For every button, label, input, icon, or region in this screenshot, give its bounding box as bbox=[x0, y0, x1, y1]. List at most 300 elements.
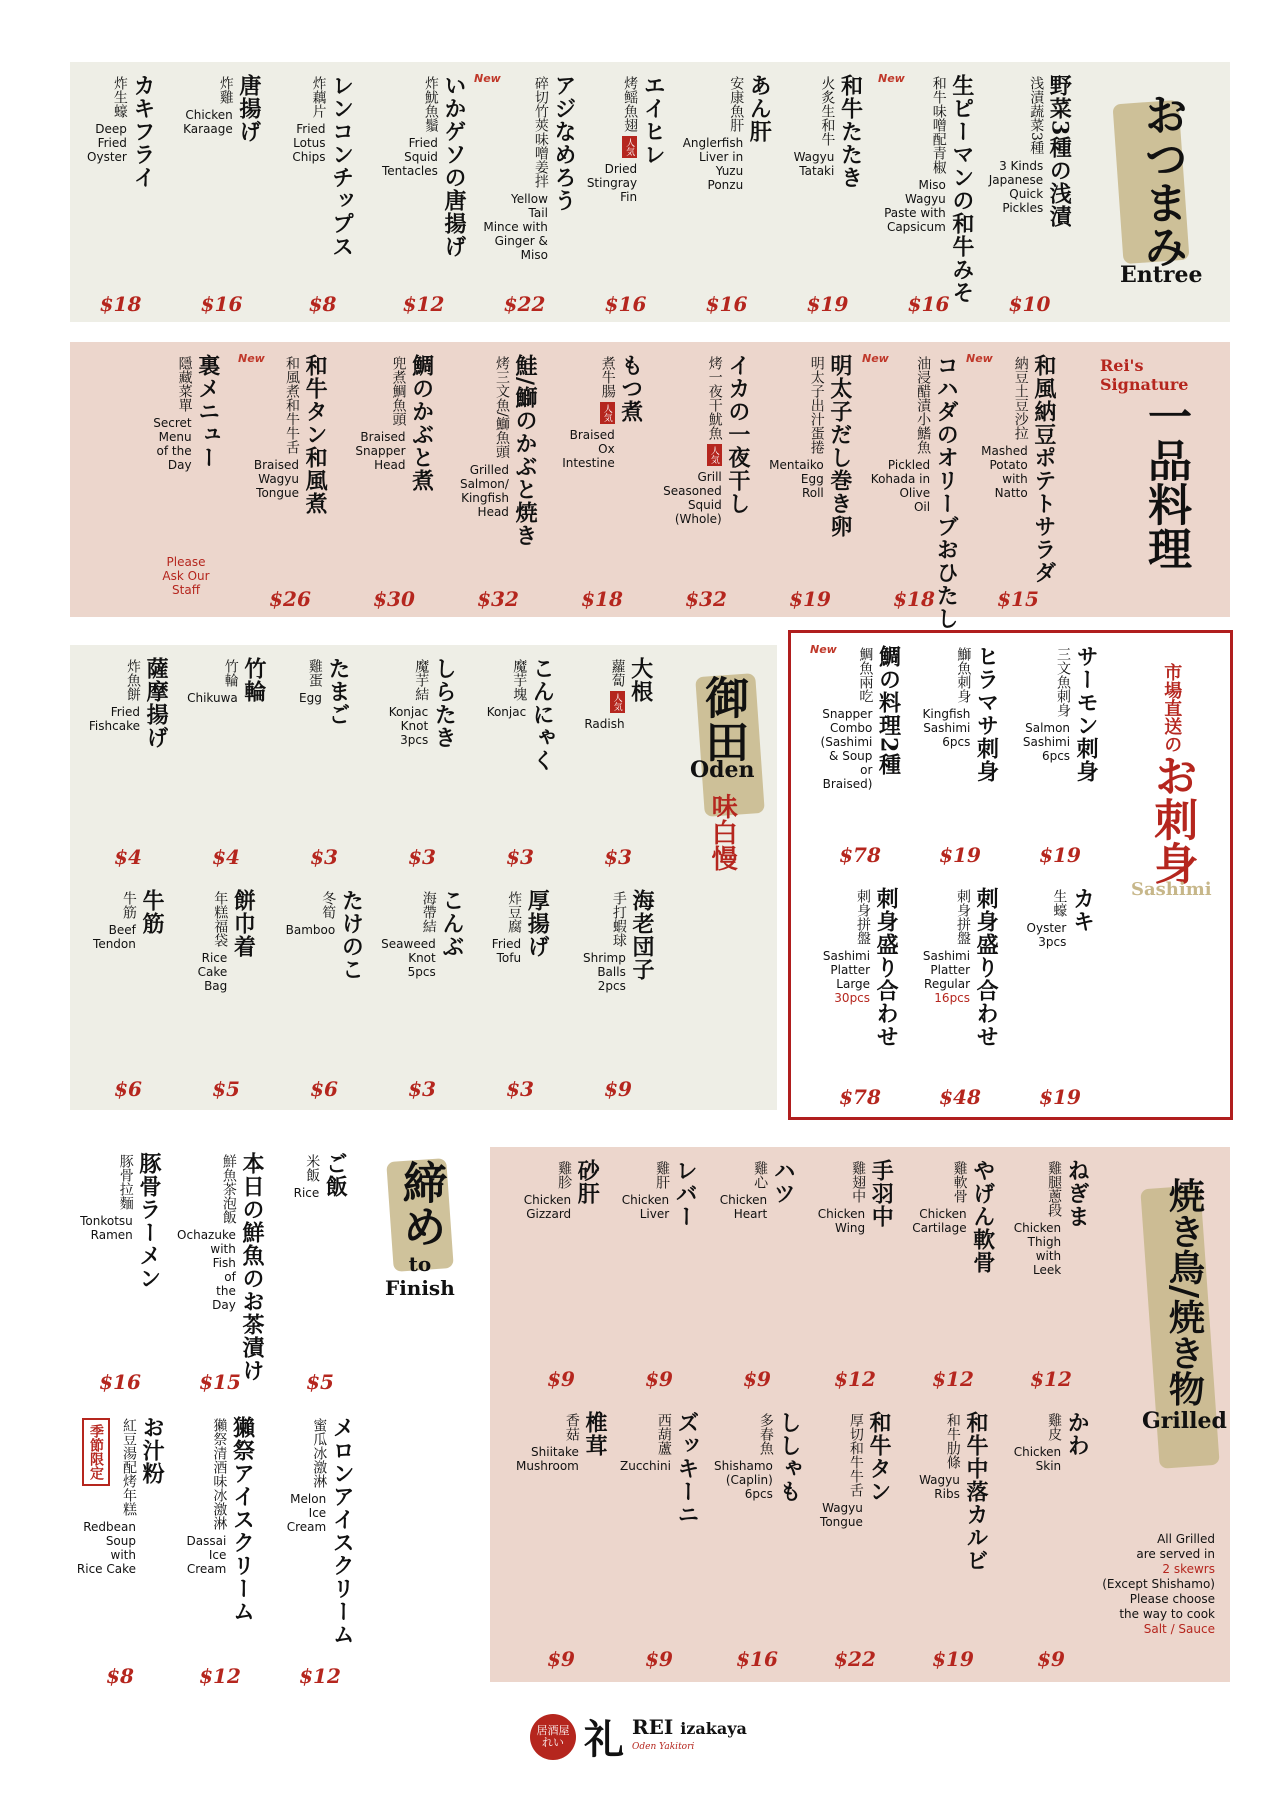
item-name-group bbox=[822, 887, 900, 1048]
item-name-en: Melon Ice Cream bbox=[286, 1492, 327, 1534]
item-name-group bbox=[884, 74, 973, 304]
item-name-group bbox=[516, 1411, 606, 1473]
item-name-jp: 鯛のかぶと煮 bbox=[408, 354, 435, 492]
item-name-chinese: 雞翅中 bbox=[850, 1161, 867, 1203]
item-price: $19 bbox=[1039, 1085, 1081, 1109]
item-name-chinese: 火炙生和牛 bbox=[819, 76, 836, 146]
item-details bbox=[583, 889, 626, 993]
menu-item bbox=[238, 342, 342, 617]
item-name-jp: 裏メニュー bbox=[194, 354, 221, 469]
item-name-en: Sashimi Platter Large bbox=[822, 949, 871, 991]
item-name-jp: ヒラマサ刺身 bbox=[973, 645, 1000, 783]
item-name-en: Tonkotsu Ramen bbox=[80, 1214, 133, 1242]
item-price: $8 bbox=[106, 1664, 134, 1688]
item-name-chinese: 油浸醋漬小鰭魚 bbox=[915, 356, 932, 454]
item-name-chinese: 米飯 bbox=[304, 1154, 321, 1182]
menu-item bbox=[654, 342, 758, 617]
item-name-en: Wagyu Tataki bbox=[793, 150, 835, 178]
oden-row-1 bbox=[77, 645, 667, 875]
item-name-en: Beef Tendon bbox=[93, 923, 136, 951]
item-name-group bbox=[720, 1159, 795, 1221]
item-details bbox=[198, 889, 228, 993]
item-name-jp: 和牛タン和風煮 bbox=[302, 354, 329, 515]
menu-item bbox=[708, 1147, 806, 1397]
menu-item bbox=[904, 1147, 1002, 1397]
menu-item bbox=[471, 877, 569, 1107]
item-name-jp: あん肝 bbox=[746, 74, 773, 143]
item-name-chinese: 魔芋結 bbox=[413, 659, 430, 701]
item-name-chinese: 牛筋 bbox=[120, 891, 137, 919]
item-name-en: Zucchini bbox=[620, 1459, 671, 1473]
item-name-chinese: 和牛肋條 bbox=[944, 1413, 961, 1469]
item-name-group bbox=[474, 74, 575, 262]
item-details bbox=[989, 74, 1044, 215]
item-details bbox=[620, 1411, 671, 1473]
item-details bbox=[720, 1159, 767, 1221]
item-name-group bbox=[989, 74, 1071, 228]
menu-item bbox=[878, 62, 979, 322]
menu-item bbox=[1010, 875, 1110, 1115]
item-name-chinese: 蜜瓜冰激淋 bbox=[311, 1418, 328, 1488]
item-details bbox=[89, 657, 140, 733]
item-name-chinese: 烤三文魚/鰤魚頭 bbox=[493, 356, 510, 459]
item-details bbox=[871, 354, 930, 514]
item-name-jp: 刺身盛り合わせ bbox=[973, 887, 1000, 1048]
menu-item bbox=[275, 645, 373, 875]
item-name-group bbox=[912, 1159, 994, 1274]
season-limited-badge: 季節限定 bbox=[82, 1418, 110, 1486]
new-badge: New bbox=[878, 72, 905, 85]
item-details bbox=[622, 1159, 669, 1221]
item-name-jp: 和牛タン bbox=[865, 1411, 892, 1503]
item-details bbox=[823, 887, 870, 1005]
item-price: $9 bbox=[645, 1367, 673, 1391]
item-details bbox=[524, 1159, 571, 1221]
item-name-en: Rice Cake Bag bbox=[197, 951, 228, 993]
item-name-group bbox=[794, 74, 862, 189]
item-name-chinese: 煮牛腸 bbox=[599, 356, 616, 398]
item-name-group bbox=[487, 657, 554, 772]
menu-item bbox=[910, 633, 1010, 873]
item-name-jp: かわ bbox=[1064, 1411, 1091, 1457]
grilled-note-line: (Except Shishamo) bbox=[1102, 1577, 1215, 1591]
item-name-en: Dassai Ice Cream bbox=[186, 1534, 227, 1576]
item-name-group bbox=[981, 354, 1055, 584]
oden-title-en: Oden bbox=[690, 757, 755, 783]
item-name-jp: 椎茸 bbox=[581, 1411, 608, 1457]
item-name-en: Oyster 3pcs bbox=[1026, 921, 1067, 949]
item-name-en: Chicken Karaage bbox=[183, 108, 233, 136]
item-name-chinese: 炸魚餅 bbox=[124, 659, 141, 701]
item-name-group bbox=[187, 1416, 254, 1623]
item-price: $12 bbox=[402, 292, 445, 316]
oden-panel bbox=[70, 645, 777, 1110]
item-details bbox=[153, 354, 191, 472]
menu-item bbox=[177, 645, 275, 875]
item-price: $19 bbox=[932, 1647, 974, 1671]
grilled-title bbox=[1142, 1177, 1227, 1434]
finish-title-jp: 締め bbox=[394, 1160, 446, 1248]
item-name-group bbox=[620, 1411, 698, 1526]
item-name-chinese: 明太子出汁蛋捲 bbox=[808, 356, 825, 454]
oden-row-2 bbox=[77, 877, 667, 1107]
izakaya-seal: 居酒屋 れい bbox=[530, 1714, 576, 1760]
menu-item bbox=[569, 645, 667, 875]
item-details bbox=[584, 657, 624, 731]
item-name-jp: 本日の鮮魚のお茶漬け bbox=[238, 1152, 265, 1382]
item-details bbox=[769, 354, 824, 500]
item-price: $9 bbox=[547, 1367, 575, 1391]
item-price: $3 bbox=[408, 1077, 436, 1101]
grilled-note-line: the way to cook bbox=[1119, 1607, 1215, 1621]
item-details bbox=[562, 354, 615, 470]
item-name-jp: 竹輪 bbox=[240, 657, 267, 703]
item-name-jp: 生ピーマンの和牛みそ bbox=[948, 74, 975, 304]
item-name-chinese: 多春魚 bbox=[757, 1413, 774, 1455]
menu-item bbox=[270, 1404, 370, 1694]
item-details bbox=[77, 1416, 136, 1576]
item-name-jp: 和牛中落カルビ bbox=[962, 1411, 989, 1572]
item-price: $3 bbox=[604, 845, 632, 869]
item-name-en: Wagyu Ribs bbox=[919, 1473, 960, 1501]
item-name-group bbox=[586, 74, 667, 204]
item-details bbox=[287, 1416, 326, 1534]
item-name-jp: 鯛の料理2種 bbox=[875, 645, 902, 777]
item-details bbox=[80, 1152, 133, 1242]
item-price: $26 bbox=[269, 587, 311, 611]
item-price: $32 bbox=[685, 587, 727, 611]
item-name-en: Bamboo bbox=[285, 923, 336, 937]
menu-item bbox=[134, 342, 238, 617]
item-details bbox=[1014, 1411, 1061, 1473]
item-name-chinese: 紅豆湯配烤年糕 bbox=[121, 1418, 137, 1516]
item-price: $78 bbox=[839, 1085, 881, 1109]
item-price: $16 bbox=[907, 292, 950, 316]
item-name-chinese: 和牛味噌配青椒 bbox=[930, 76, 947, 174]
menu-item bbox=[275, 877, 373, 1107]
brand-mark-en bbox=[632, 1714, 747, 1756]
item-price: $30 bbox=[373, 587, 415, 611]
item-name-group bbox=[622, 1159, 697, 1228]
item-name-en: 3 Kinds Japanese Quick Pickles bbox=[988, 158, 1044, 215]
item-name-group bbox=[818, 1159, 893, 1235]
item-name-chinese: 納豆土豆沙拉 bbox=[1012, 356, 1029, 440]
item-name-jp: ねぎま bbox=[1064, 1159, 1091, 1228]
item-name-group bbox=[1014, 1159, 1089, 1277]
item-price: $9 bbox=[1037, 1647, 1065, 1671]
menu-item bbox=[810, 875, 910, 1115]
item-details bbox=[1014, 1159, 1061, 1277]
item-details bbox=[93, 889, 136, 951]
item-name-chinese: 烤鳐魚翅 bbox=[622, 76, 639, 132]
new-badge: New bbox=[966, 352, 993, 365]
item-name-group bbox=[562, 354, 642, 470]
menu-item bbox=[471, 645, 569, 875]
sashimi-title-small: 市場直送の bbox=[1161, 663, 1183, 753]
item-name-jp: メロンアイスクリーム bbox=[329, 1416, 356, 1646]
item-name-jp: レバー bbox=[672, 1159, 699, 1228]
item-name-jp: ズッキーニ bbox=[674, 1411, 700, 1526]
menu-item bbox=[474, 62, 575, 322]
item-name-en: Miso Wagyu Paste with Capsicum bbox=[884, 178, 946, 234]
item-name-jp: カキフライ bbox=[129, 74, 156, 189]
item-name-jp: たけのこ bbox=[338, 889, 365, 981]
item-name-chinese: 刺身拼盤 bbox=[955, 889, 972, 945]
item-price: $32 bbox=[477, 587, 519, 611]
item-price: $18 bbox=[99, 292, 142, 316]
item-name-chinese: 冬筍 bbox=[320, 891, 337, 919]
item-name-group bbox=[524, 1159, 599, 1221]
item-name-jp: 薩摩揚げ bbox=[143, 657, 170, 749]
item-name-group bbox=[286, 889, 363, 981]
item-name-en: Chicken Thigh with Leek bbox=[1013, 1221, 1062, 1277]
item-details bbox=[474, 74, 548, 262]
item-name-group bbox=[153, 354, 221, 472]
item-name-group bbox=[87, 74, 154, 189]
menu-item bbox=[270, 1140, 370, 1400]
item-name-chinese: 雞蛋 bbox=[306, 659, 323, 687]
finish-row-2 bbox=[70, 1404, 370, 1694]
item-details bbox=[183, 74, 233, 136]
item-name-group bbox=[299, 657, 349, 726]
item-name-group bbox=[389, 657, 456, 749]
brand-mark-jp: 礼 bbox=[584, 1716, 624, 1763]
item-details bbox=[492, 889, 521, 965]
item-name-en: Ochazuke with Fish of the Day bbox=[177, 1228, 236, 1312]
item-price: $3 bbox=[506, 1077, 534, 1101]
item-details bbox=[821, 645, 873, 791]
item-piece-count: 16pcs bbox=[934, 991, 971, 1005]
grilled-note-line: are served in bbox=[1136, 1547, 1215, 1561]
item-name-group bbox=[663, 354, 749, 526]
item-name-group bbox=[183, 74, 260, 143]
menu-item bbox=[708, 1399, 806, 1677]
item-name-jp: アジなめろう bbox=[551, 74, 577, 212]
grilled-title-en: Grilled bbox=[1142, 1408, 1227, 1435]
item-price: $15 bbox=[997, 587, 1039, 611]
menu-item bbox=[373, 62, 474, 322]
item-name-chinese: 兜煮鯛魚頭 bbox=[390, 356, 407, 426]
item-name-group bbox=[683, 74, 771, 192]
item-price: $19 bbox=[806, 292, 849, 316]
grilled-row-1 bbox=[510, 1147, 1100, 1397]
menu-item bbox=[910, 875, 1010, 1115]
item-name-jp: イカの一夜干し bbox=[724, 354, 751, 515]
menu-item bbox=[170, 1140, 270, 1400]
brand-tagline: Oden Yakitori bbox=[632, 1741, 695, 1752]
item-name-group bbox=[80, 1152, 160, 1290]
finish-title-en: to Finish bbox=[385, 1252, 455, 1300]
entree-title-jp: おつまみ bbox=[1136, 92, 1188, 268]
item-price: $19 bbox=[1039, 843, 1081, 867]
item-name-en: Mentaiko Egg Roll bbox=[769, 458, 824, 500]
item-name-en: Yellow Tail Mince with Ginger & Miso bbox=[483, 192, 548, 262]
item-name-en: Radish bbox=[584, 717, 625, 731]
item-details bbox=[1027, 887, 1067, 949]
item-details bbox=[286, 889, 336, 937]
item-name-en: Konjac bbox=[486, 705, 527, 719]
item-price: $9 bbox=[645, 1647, 673, 1671]
item-details bbox=[1023, 645, 1070, 763]
item-name-group bbox=[1022, 645, 1100, 783]
item-name-jp: 刺身盛り合わせ bbox=[873, 887, 900, 1048]
item-name-en: Egg bbox=[299, 691, 322, 705]
item-name-en: Chicken Wing bbox=[817, 1207, 866, 1235]
item-name-group bbox=[459, 354, 539, 548]
item-name-group bbox=[93, 889, 163, 951]
item-details bbox=[516, 1411, 579, 1473]
menu-item bbox=[806, 1399, 904, 1677]
menu-item bbox=[272, 62, 373, 322]
new-badge: New bbox=[862, 352, 889, 365]
menu-item bbox=[610, 1147, 708, 1397]
signature-title-jp: 一品料理 bbox=[1140, 394, 1191, 570]
item-name-chinese: 海帶結 bbox=[420, 891, 437, 933]
item-name-en: Fried Fishcake bbox=[88, 705, 140, 733]
item-name-en: Chicken Skin bbox=[1013, 1445, 1062, 1473]
menu-item bbox=[904, 1399, 1002, 1677]
item-details bbox=[981, 354, 1028, 500]
item-name-jp: 鮭/鰤のかぶと焼き bbox=[512, 354, 539, 548]
item-price: $12 bbox=[299, 1664, 341, 1688]
item-name-chinese: 烤一夜干魷魚 bbox=[706, 356, 723, 440]
item-name-jp: いかゲソの唐揚げ bbox=[441, 74, 467, 258]
popular-badge: 人気 bbox=[610, 691, 625, 713]
item-name-chinese: 炸藕片 bbox=[310, 76, 327, 118]
item-name-jp: 和牛たたき bbox=[837, 74, 864, 189]
item-details bbox=[912, 1159, 966, 1235]
item-name-chinese: 刺身拼盤 bbox=[855, 889, 872, 945]
item-name-chinese: 雞肝 bbox=[654, 1161, 671, 1189]
item-details bbox=[381, 889, 436, 979]
item-name-chinese: 炸雞 bbox=[217, 76, 234, 104]
item-name-chinese: 蘿蔔 bbox=[609, 659, 626, 687]
grilled-note-line: All Grilled bbox=[1157, 1532, 1215, 1546]
entree-panel bbox=[70, 62, 1230, 322]
item-price: $6 bbox=[310, 1077, 338, 1101]
grilled-row-2 bbox=[510, 1399, 1100, 1677]
grilled-title-jp: 焼き鳥/焼き物 bbox=[1163, 1177, 1206, 1407]
item-name-jp: 和風納豆ポテトサラダ bbox=[1030, 354, 1057, 584]
item-name-group bbox=[292, 74, 355, 258]
item-price: $3 bbox=[408, 845, 436, 869]
item-name-chinese: 雞腿蔥段 bbox=[1046, 1161, 1063, 1217]
finish-title bbox=[385, 1160, 455, 1300]
item-name-jp: しらたき bbox=[431, 657, 458, 749]
menu-item bbox=[70, 1404, 170, 1694]
menu-item bbox=[1002, 1147, 1100, 1397]
item-name-group bbox=[922, 887, 1000, 1048]
item-name-jp: ししゃも bbox=[775, 1411, 802, 1503]
item-details bbox=[794, 74, 835, 178]
item-name-en: Chicken Liver bbox=[621, 1193, 670, 1221]
item-name-group bbox=[177, 1152, 263, 1382]
menu-item bbox=[610, 1399, 708, 1677]
item-name-en: Chicken Gizzard bbox=[523, 1193, 572, 1221]
item-price: $22 bbox=[834, 1647, 876, 1671]
item-name-chinese: 安康魚肝 bbox=[728, 76, 745, 132]
item-price: $16 bbox=[736, 1647, 778, 1671]
item-name-jp: 海老団子 bbox=[628, 889, 655, 981]
item-name-jp: ご飯 bbox=[322, 1152, 349, 1198]
item-details bbox=[818, 1159, 865, 1235]
item-name-chinese: 鰤魚刺身 bbox=[955, 647, 972, 703]
entree-title-en: Entree bbox=[1120, 262, 1203, 288]
sashimi-title-jp: お刺身 bbox=[1146, 753, 1198, 885]
item-price: $19 bbox=[789, 587, 831, 611]
menu-item bbox=[342, 342, 446, 617]
item-price: $12 bbox=[932, 1367, 974, 1391]
menu-item bbox=[966, 342, 1070, 617]
item-name-en: Dried Stingray Fin bbox=[586, 162, 638, 204]
item-details bbox=[294, 1152, 320, 1200]
item-name-jp: もつ煮 bbox=[617, 354, 644, 423]
item-name-en: Rice bbox=[293, 1186, 320, 1200]
menu-item bbox=[676, 62, 777, 322]
item-name-group bbox=[187, 657, 265, 705]
sashimi-title-en: Sashimi bbox=[1131, 879, 1212, 900]
item-price: $9 bbox=[604, 1077, 632, 1101]
menu-item bbox=[512, 1147, 610, 1397]
item-name-group bbox=[923, 645, 998, 783]
menu-item bbox=[862, 342, 966, 630]
item-details bbox=[683, 74, 744, 192]
entree-list bbox=[70, 62, 1080, 322]
finish-row-1 bbox=[70, 1140, 370, 1400]
brand-subname: izakaya bbox=[680, 1718, 747, 1738]
item-details bbox=[355, 354, 405, 472]
item-details bbox=[389, 657, 429, 747]
item-price: $3 bbox=[506, 845, 534, 869]
item-name-chinese: 雞心 bbox=[752, 1161, 769, 1189]
item-name-en: Braised Ox Intestine bbox=[562, 428, 615, 470]
finish-panel bbox=[70, 1140, 480, 1700]
item-name-en: Shishamo (Caplin) 6pcs bbox=[714, 1459, 773, 1501]
item-name-group bbox=[381, 889, 463, 979]
item-price: $16 bbox=[604, 292, 647, 316]
item-name-jp: エイヒレ bbox=[640, 74, 667, 166]
item-price: $16 bbox=[705, 292, 748, 316]
item-name-chinese: 手打蝦球 bbox=[610, 891, 627, 947]
item-name-en: Fried Tofu bbox=[491, 937, 522, 965]
item-name-en: Grill Seasoned Squid (Whole) bbox=[663, 470, 722, 526]
item-name-jp: やげん軟骨 bbox=[969, 1159, 996, 1274]
item-name-en: Braised Snapper Head bbox=[355, 430, 406, 472]
item-details bbox=[587, 74, 637, 204]
menu-item bbox=[171, 62, 272, 322]
menu-item bbox=[810, 633, 910, 873]
item-price: $48 bbox=[939, 1085, 981, 1109]
new-badge: New bbox=[810, 643, 837, 656]
menu-item bbox=[806, 1147, 904, 1397]
item-name-en: Kingfish Sashimi 6pcs bbox=[922, 707, 971, 749]
item-price: $18 bbox=[893, 587, 935, 611]
item-name-group bbox=[1027, 887, 1094, 949]
item-name-chinese: 三文魚刺身 bbox=[1055, 647, 1072, 717]
item-name-chinese: 魔芋塊 bbox=[511, 659, 528, 701]
item-name-en: Pickled Kohada in Olive Oil bbox=[870, 458, 931, 514]
item-name-jp: 餅巾着 bbox=[230, 889, 257, 958]
menu-item bbox=[170, 1404, 270, 1694]
popular-badge: 人気 bbox=[707, 444, 722, 466]
item-price: $12 bbox=[834, 1367, 876, 1391]
item-name-chinese: 碎切竹莢味噌姜拌 bbox=[532, 76, 549, 188]
menu-item bbox=[550, 342, 654, 617]
new-badge: New bbox=[238, 352, 265, 365]
item-price: $5 bbox=[306, 1370, 334, 1394]
item-details bbox=[187, 1416, 227, 1576]
item-name-jp: コハダのオリーブおひたし bbox=[933, 354, 960, 630]
